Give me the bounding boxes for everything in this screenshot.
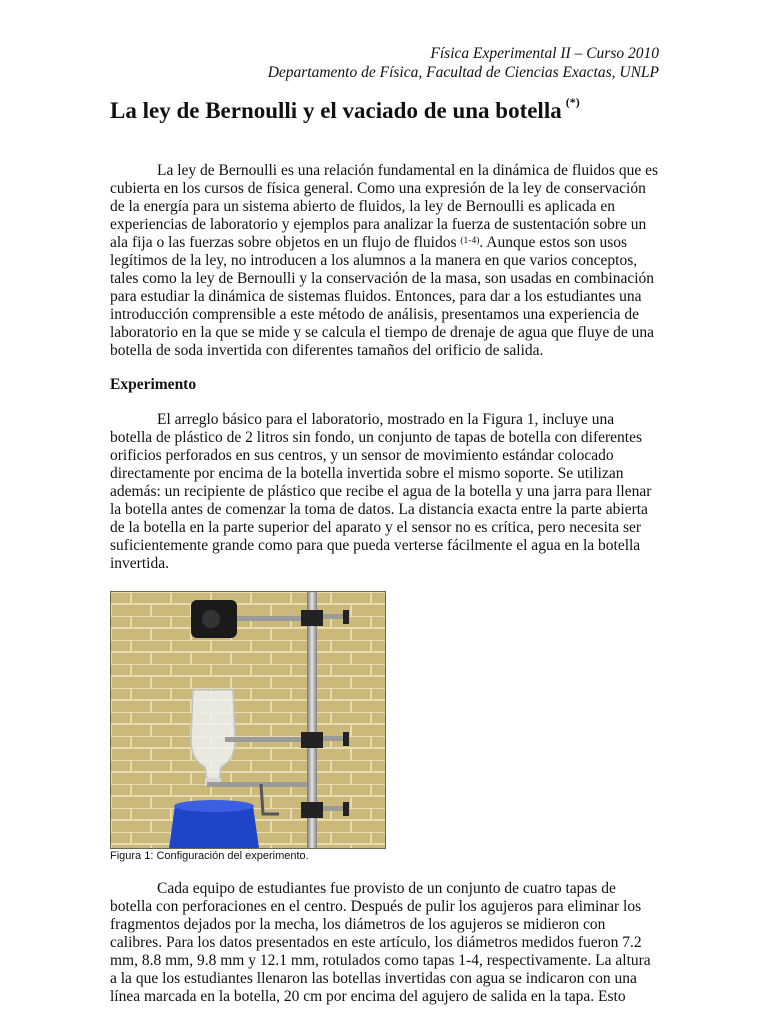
intro-reference: (1-4) [460,236,480,246]
intro-text-part1: La ley de Bernoulli es una relación fundamental en la dinámica de fluidos que es cubierta en los cursos de física general. Como una expresión de la ley de conservación de la energía para un sistema abierto de fluidos, la ley de Bernoulli es aplicada en experiencias de laboratorio y ejemplos para analizar la fuerza de sustentación sobre un ala fija o las fuerzas sobre objetos en un flujo de fluidos [110,162,658,251]
intro-text-part2: . Aunque estos son usos legítimos de la ley, no introducen a los alumnos a la manera en que varios conceptos, tales como la ley de Bernoulli y la conservación de la masa, son usadas en combinación para estudiar la dinámica de sistemas fluidos. Entonces, para dar a los estudiantes una introducción comprensible a este método de análisis, presentamos una experiencia de laboratorio en la que se mide y se calcula el tiempo de drenaje de agua que fluye de una botella de soda invertida con diferentes tamaños del orificio de salida. [110,234,655,359]
paper-title [110,95,580,124]
paper-title-text: La ley de Bernoulli y el vaciado de una botella [110,98,562,123]
final-text: Cada equipo de estudiantes fue provisto de un conjunto de cuatro tapas de botella con perforaciones en el centro. Después de pulir los agujeros para eliminar los fragmentos dejados por la mecha, los diámetros de los agujeros se midieron con calibres. Para los datos presentados en este artículo, los diámetros medidos fueron 7.2 mm, 8.8 mm, 9.8 mm y 12.1 mm, rotulados como tapas 1-4, respectivamente. La altura a la que los estudiantes llenaron las botellas invertidas con agua se indicaron con una línea marcada en la botella, 20 cm por encima del agujero de salida en la tapa. Esto [110,880,651,1005]
title-footnote-mark: (*) [565,95,580,109]
header-course: Física Experimental II – Curso 2010 [430,45,659,62]
header-department: Departamento de Física, Facultad de Ciencias Exactas, UNLP [267,64,659,81]
experiment-text: El arreglo básico para el laboratorio, mostrado en la Figura 1, incluye una botella de plástico de 2 litros sin fondo, un conjunto de tapas de botella con diferentes orificios perforados en sus centros, y un sensor de movimiento estándar colocado directamente por encima de la botella invertida sobre el mismo soporte. Se utilizan además: un recipiente de plástico que recibe el agua de la botella y una jarra para llenar la botella antes de comenzar la toma de datos. La distancia exacta entre la parte abierta de la botella en la parte superior del aparato y el sensor no es crítica, pero necesita ser suficientemente grande como para que pueda verterse fácilmente el agua en la botella invertida. [110,411,652,572]
experiment-paragraph [110,411,659,573]
running-header [268,44,659,82]
section-heading-experimento: Experimento [110,376,197,393]
final-paragraph [110,880,659,1006]
figure-1-photo [110,591,386,849]
experiment-setup-illustration [111,592,385,848]
intro-paragraph [110,162,659,360]
figure-caption: Figura 1: Configuración del experimento. [110,850,309,862]
